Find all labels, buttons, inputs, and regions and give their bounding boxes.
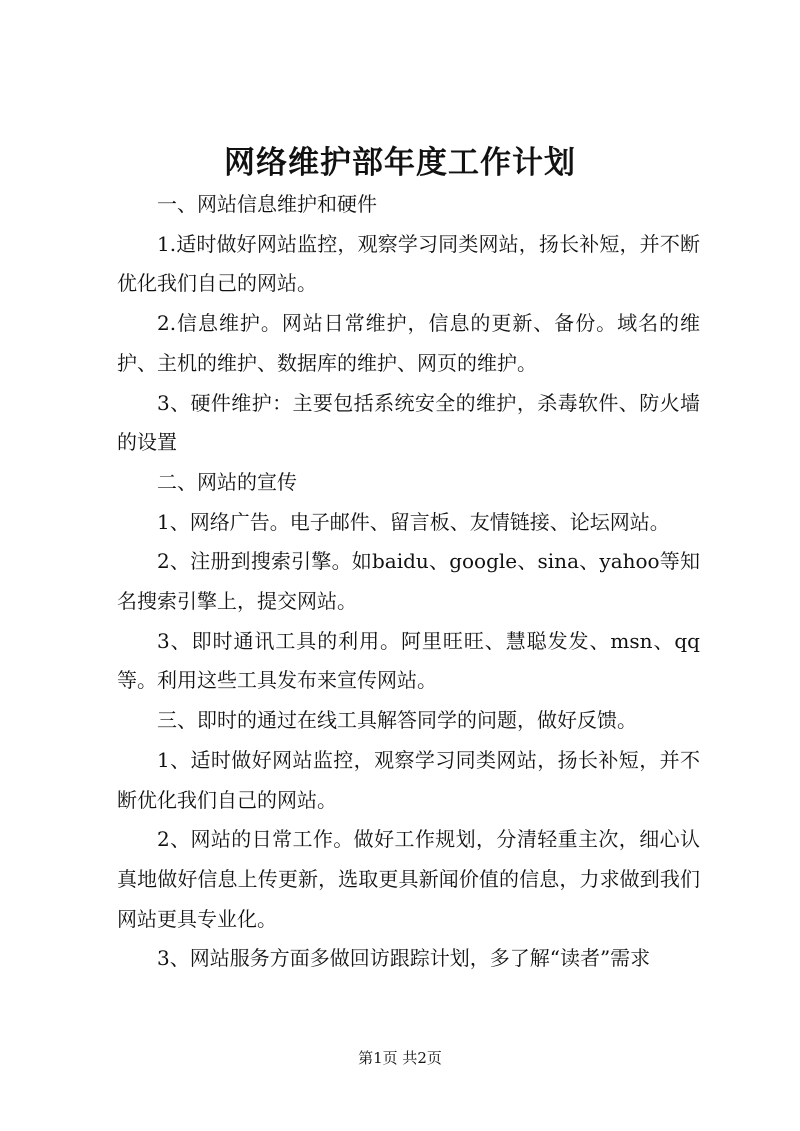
paragraph: 1、适时做好网站监控，观察学习同类网站，扬长补短，并不断优化我们自己的网站。	[117, 747, 700, 812]
document-body	[117, 185, 700, 979]
paragraph: 2.信息维护。网站日常维护，信息的更新、备份。域名的维护、主机的维护、数据库的维护、网页的维护。	[117, 311, 700, 375]
paragraph: 3、硬件维护：主要包括系统安全的维护，杀毒软件、防火墙的设置	[117, 390, 700, 455]
paragraph: 2、网站的日常工作。做好工作规划，分清轻重主次，细心认真地做好信息上传更新，选取更具新闻价值的信息，力求做到我们网站更具专业化。	[117, 827, 700, 931]
paragraph: 3、网站服务方面多做回访跟踪计划，多了解“读者”需求	[157, 946, 651, 971]
section-heading-1: 一、网站信息维护和硬件	[157, 192, 377, 216]
paragraph: 1.适时做好网站监控，观察学习同类网站，扬长补短，并不断优化我们自己的网站。	[117, 231, 700, 296]
section-heading-3: 三、即时的通过在线工具解答同学的问题，做好反馈。	[157, 708, 637, 733]
document-title: 网络维护部年度工作计划	[224, 145, 576, 181]
section-heading-2: 二、网站的宣传	[157, 469, 297, 494]
paragraph: 2、注册到搜索引擎。如baidu、google、sina、yahoo等知名搜索引擎上，提交网站。	[117, 549, 700, 614]
paragraph: 1、网络广告。电子邮件、留言板、友情链接、论坛网站。	[157, 509, 670, 534]
page-footer: 第1页 共2页	[358, 1049, 442, 1067]
paragraph: 3、即时通讯工具的利用。阿里旺旺、慧聪发发、msn、qq等。利用这些工具发布来宣传网站。	[117, 628, 700, 693]
